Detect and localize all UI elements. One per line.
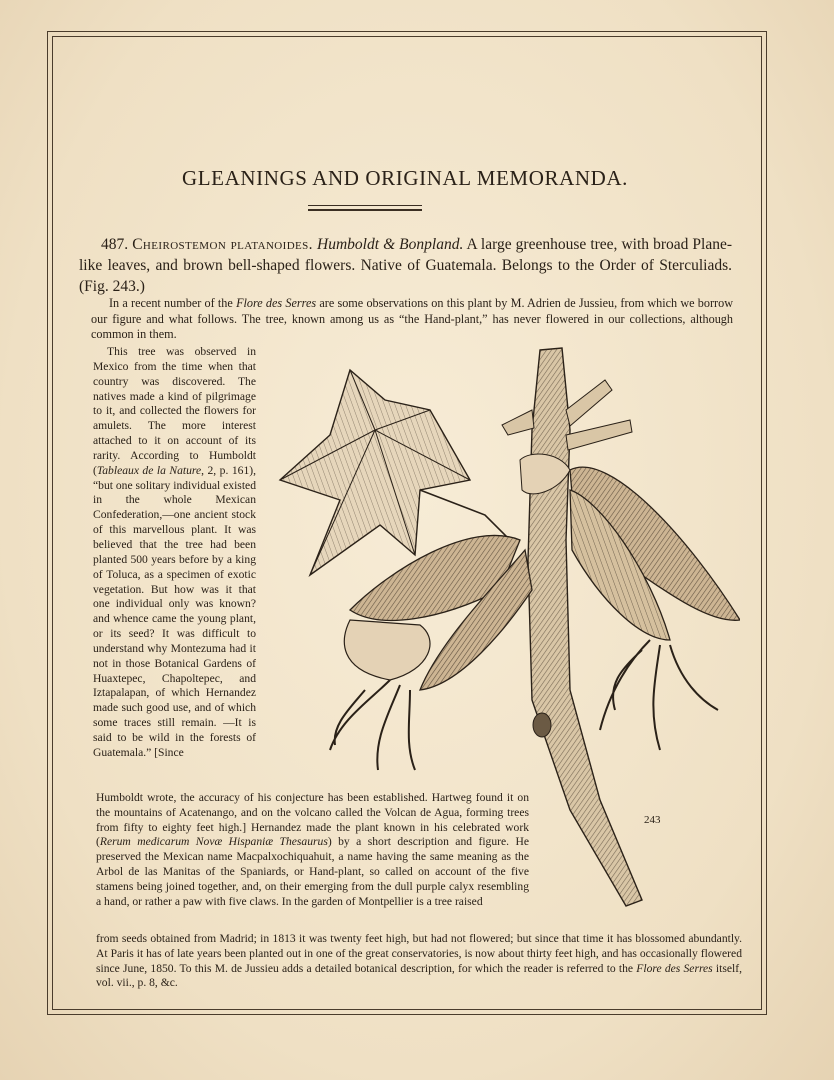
hand-plant-engraving (270, 340, 740, 920)
title-rule-thin (308, 205, 422, 206)
entry-species-name: Cheirostemon platanoides. (132, 236, 313, 253)
continuation-text: from seeds obtained from Madrid; in 1813 it was twenty feet high, but had not flowered; but since that time it has blossomed abundantly. At Paris it has of late years been planted out in one of the great conservatories, is now about thirty feet high, and has occasionally flowered since June, 1850. To this M. de Jussieu adds a detailed botanical description, for which the reader is referred to the (96, 932, 742, 975)
title-rule-thick (308, 209, 422, 211)
intro-italic: Flore des Serres (236, 296, 317, 310)
entry-heading (79, 234, 732, 297)
continuation-italic: Flore des Serres (636, 961, 713, 975)
column-italic: Tableaux de la Nature (96, 463, 202, 477)
intro-paragraph (91, 296, 733, 343)
figure-number: 243 (644, 814, 661, 826)
column-text: This tree was observed in Mexico from the time when that country was discovered. The natives made a kind of pilgrimage to it, and collected the flowers for amulets. The more interest attached to it on account of its rarity. According to Humboldt ( (93, 345, 256, 477)
entry-authority: Humboldt & Bonpland. (317, 236, 464, 253)
flower-cluster-left (330, 535, 532, 770)
continuation-text: Humboldt wrote, the accuracy of his conjecture has been established. Hartweg found it on the mountains of Acatenango, and on the volcano called the Volcan de Agua, forming trees from fifty to eighty feet high.] Hernandez made the plant known in his celebrated work ( (96, 791, 529, 849)
column-text: , 2, p. 161), “but one solitary individual existed in the whole Mexican Confederation,—one ancient stock of this marvellous plant. It was believed that the tree had been planted 500 years before by a king of Toluca, as a specimen of exotic vegetation. But how was it that one individual only was known? and whence came the young plant, or its seed? It was difficult to understand why Montezuma had it not in those Botanical Gardens of Huaxtepec, Chapoltepec, and Iztapalapan, of which Hernandez made such good use, and of which some traces still remain. —It is said to be wild in the forests of Guatemala.” [Since (93, 463, 256, 759)
continuation-text: ) by a short description and figure. He preserved the Mexican name Macpalxochiquahuit, a name having the same meaning as the Arbol de las Manitas of the Spaniards, or Hand-plant, so called on account of the five stamens being joined together, and, on their emerging from the dull purple calyx resembling a hand, or rather a paw with five claws. In the garden of Montpellier is a tree raised (96, 835, 529, 908)
continuation-italic: Rerum medicarum Novæ Hispaniæ Thesaurus (99, 835, 328, 849)
continuation-text-lower (96, 932, 742, 991)
narrow-column-text (93, 345, 256, 761)
entry-description: A large greenhouse tree, with broad Plane-like leaves, and brown bell-shaped flowers. Native of Guatemala. Belongs to the Order of Sterculiads. (Fig. 243.) (79, 236, 733, 295)
stem-illustration (502, 348, 642, 906)
page-title: GLEANINGS AND ORIGINAL MEMORANDA. (181, 166, 628, 190)
entry-number: 487. (101, 236, 129, 253)
intro-text: In a recent number of the (109, 296, 237, 310)
intro-text: are some observations on this plant by M. Adrien de Jussieu, from which we borrow our figure and what follows. The tree, known among us as “the Hand-plant,” has never flowered in our collections, although common in them. (91, 296, 733, 341)
continuation-text: itself, vol. vii., p. 8, &c. (96, 961, 742, 990)
